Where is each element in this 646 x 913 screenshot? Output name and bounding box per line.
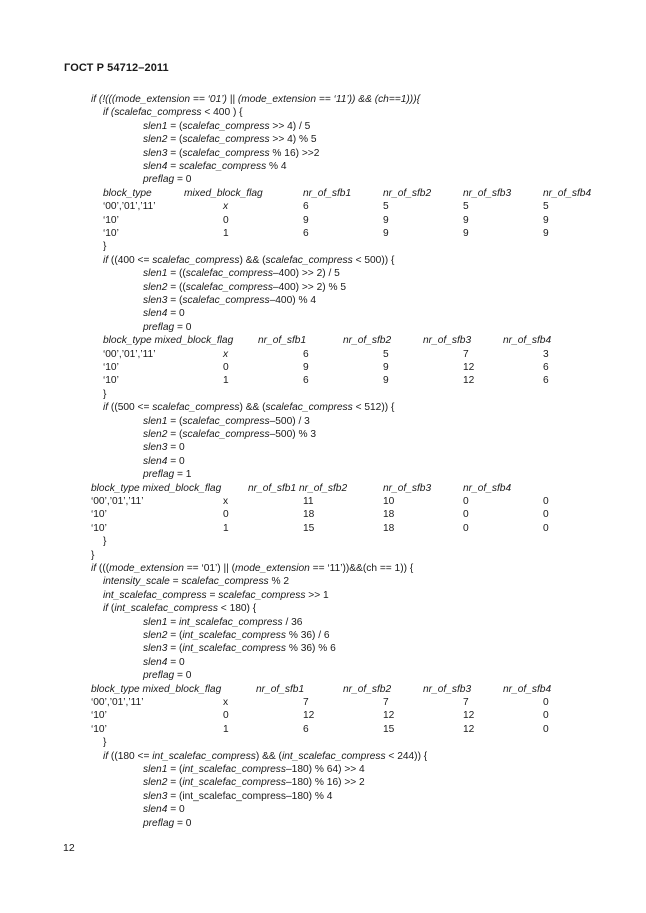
table-cell: 15 — [383, 723, 395, 735]
code-token: slen2 — [143, 777, 168, 789]
code-token: = 0 — [167, 804, 185, 816]
code-line — [143, 174, 191, 186]
code-token: ‘00’,’01’,’11’ — [103, 201, 156, 213]
code-token: scalefac_compress — [182, 120, 270, 132]
table-cell: 0 — [463, 522, 469, 534]
code-token: == ‘11’))&&(ch == 1)) { — [309, 563, 414, 574]
table-cell: 0 — [543, 522, 549, 534]
code-line — [103, 188, 152, 200]
table-cell: 9 — [383, 362, 389, 373]
code-token: scalefac_compress — [178, 161, 267, 172]
code-token: slen3 — [143, 442, 168, 454]
code-token: = — [167, 616, 179, 628]
code-line — [103, 107, 243, 119]
table-cell: 0 — [223, 362, 229, 373]
code-token: intensity_scale — [103, 576, 170, 588]
code-line — [143, 456, 185, 468]
code-token: = ( — [167, 147, 183, 159]
code-token: slen1 — [143, 764, 168, 775]
code-token: slen1 — [143, 616, 168, 628]
table-cell: 6 — [303, 723, 309, 735]
code-token: scalefac_compress — [185, 268, 273, 280]
table-cell: nr_of_sfb3 — [423, 335, 472, 347]
code-token: < 400 ) { — [201, 107, 243, 119]
table-cell: 9 — [303, 362, 309, 373]
code-line — [103, 389, 106, 401]
code-token: < 180) { — [217, 603, 257, 615]
code-line — [143, 643, 336, 655]
code-token: ‘00’,’01’,’11’ — [91, 697, 144, 708]
code-token: ( — [108, 603, 115, 615]
code-line — [103, 255, 394, 267]
table-cell: 0 — [543, 723, 549, 735]
code-token: slen3 — [143, 147, 168, 159]
table-cell: x — [223, 697, 229, 708]
table-cell: 6 — [303, 228, 309, 239]
code-line — [103, 751, 427, 763]
table-cell: nr_of_sfb1 nr_of_sfb2 — [248, 482, 348, 494]
code-token: scalefac_compress — [182, 147, 270, 159]
table-cell: x — [223, 348, 229, 360]
code-token: scalefac_compress — [218, 589, 306, 601]
code-line — [143, 295, 316, 307]
code-token: >> 4) / 5 — [269, 120, 311, 132]
code-token: preflag — [143, 670, 175, 682]
table-cell: 7 — [463, 348, 469, 360]
code-token: slen3 — [143, 295, 168, 306]
code-token: = 0 — [174, 817, 192, 829]
code-token: slen4 — [143, 161, 168, 172]
code-line — [143, 670, 191, 682]
code-token: = ( — [167, 643, 183, 655]
table-cell: 3 — [543, 348, 549, 360]
code-line — [143, 469, 191, 481]
code-line — [91, 697, 143, 709]
code-token: int_scalefac_compress — [178, 616, 283, 628]
table-cell: 7 — [463, 697, 469, 708]
code-token: ‘10’ — [91, 723, 107, 735]
code-line — [103, 603, 256, 615]
code-line — [103, 590, 329, 602]
code-token: = ( — [167, 630, 183, 641]
code-token: preflag — [143, 469, 175, 481]
table-cell: nr_of_sfb4 — [543, 187, 592, 199]
code-token: = 0 — [167, 656, 185, 668]
table-cell: 1 — [223, 723, 229, 735]
table-cell: 12 — [463, 710, 475, 722]
code-line — [143, 617, 302, 629]
code-token: < 244)) { — [385, 750, 428, 762]
code-token: slen4 — [143, 804, 168, 816]
code-token: ‘10’ — [103, 214, 119, 226]
code-token: scalefac_compress — [152, 402, 240, 414]
code-token: = 0 — [174, 670, 192, 682]
code-token: % 4 — [266, 161, 287, 172]
code-token: < 512)) { — [352, 402, 395, 414]
code-token: scalefac_compress — [181, 576, 269, 588]
table-cell: nr_of_sfb1 — [256, 683, 305, 695]
code-line — [143, 416, 310, 428]
code-token: = 0 — [167, 455, 185, 467]
code-token: ‘10’ — [103, 228, 119, 239]
code-token: –500) % 3 — [269, 429, 317, 440]
code-line — [103, 576, 289, 588]
code-token: block_type mixed_block_flag — [91, 482, 222, 494]
code-token: –400) >> 2) % 5 — [272, 281, 347, 293]
code-token: = ( — [167, 295, 183, 306]
table-cell: 18 — [383, 509, 395, 521]
code-token: slen1 — [143, 268, 168, 280]
table-cell: nr_of_sfb2 — [343, 683, 392, 695]
table-cell: nr_of_sfb3 — [423, 683, 472, 695]
code-line — [143, 121, 310, 133]
table-cell: 6 — [303, 375, 309, 387]
code-token: if (scalefac_compress — [103, 107, 202, 119]
table-cell: nr_of_sfb4 — [503, 683, 552, 695]
code-line — [143, 268, 340, 280]
table-cell: 12 — [463, 362, 475, 373]
code-token: ‘00’,’01’,’11’ — [91, 496, 144, 507]
code-line — [143, 657, 185, 669]
code-token: scalefac_compress — [182, 134, 270, 146]
code-token: scalefac_compress — [265, 254, 353, 266]
code-token: ) && ( — [239, 402, 266, 414]
code-line — [91, 496, 143, 508]
table-cell: nr_of_sfb2 — [383, 187, 432, 199]
table-cell: 0 — [223, 710, 229, 722]
code-token: = ( — [167, 120, 183, 132]
code-token: if (!(((mode_extension == ‘01’) || (mode_extension == ‘11’)) && (ch==1))){ — [91, 94, 420, 105]
code-token: < 500)) { — [352, 254, 395, 266]
code-line — [103, 241, 106, 253]
table-cell: 0 — [543, 509, 549, 521]
code-token: if — [103, 603, 109, 615]
code-line — [91, 724, 107, 736]
code-line — [143, 630, 330, 642]
code-token: slen2 — [143, 429, 168, 440]
code-token: = 0 — [167, 308, 185, 320]
code-token: = (( — [167, 268, 186, 280]
table-cell: nr_of_sfb3 — [463, 187, 512, 199]
code-line — [143, 134, 317, 146]
code-token: –180) % 64) >> 4 — [286, 764, 365, 775]
table-cell: 10 — [383, 496, 395, 507]
code-token: % 2 — [268, 576, 290, 588]
code-token: = (int_scalefac_compress–180) % 4 — [167, 790, 333, 802]
code-line — [103, 402, 394, 414]
code-token: mode_extension — [235, 563, 310, 574]
code-token: slen2 — [143, 134, 168, 146]
code-token: int_scalefac_compress — [182, 643, 286, 655]
table-cell: 18 — [303, 509, 315, 521]
table-cell: 1 — [223, 522, 229, 534]
code-token: scalefac_compress — [182, 295, 270, 306]
table-cell: 0 — [463, 496, 469, 507]
code-line — [143, 804, 185, 816]
code-token: slen1 — [143, 415, 168, 427]
table-cell: 0 — [543, 496, 549, 507]
code-token: slen3 — [143, 643, 168, 655]
code-token: ((500 <= — [108, 402, 153, 414]
table-cell: 0 — [543, 710, 549, 722]
table-cell: nr_of_sfb4 — [503, 335, 552, 347]
code-token: % 36) % 6 — [286, 643, 336, 655]
code-line — [103, 737, 106, 749]
code-line — [103, 228, 119, 240]
code-line — [143, 442, 185, 454]
table-cell: 1 — [223, 228, 229, 239]
code-token: = 0 — [167, 442, 185, 454]
code-token: int_scalefac_compress — [103, 589, 207, 601]
code-token: } — [103, 536, 107, 548]
code-line — [103, 536, 106, 548]
code-token: block_type — [103, 187, 152, 199]
code-line — [91, 483, 221, 495]
table-cell: nr_of_sfb3 — [383, 482, 432, 494]
code-token: / 36 — [282, 616, 303, 628]
code-token: if — [103, 750, 109, 762]
code-token: int_scalefac_compress — [182, 764, 286, 775]
table-cell: nr_of_sfb2 — [343, 335, 392, 347]
table-cell: 5 — [543, 201, 549, 213]
code-token: ((400 <= — [108, 254, 153, 266]
code-line — [143, 764, 365, 776]
table-cell: 6 — [543, 362, 549, 373]
table-cell: 5 — [383, 201, 389, 213]
code-line — [91, 509, 107, 521]
code-token: >> 1 — [305, 589, 329, 601]
table-cell: 12 — [463, 723, 475, 735]
code-token: int_scalefac_compress — [114, 603, 218, 615]
code-token: = (( — [167, 281, 186, 293]
code-token: % 16) >>2 — [269, 147, 320, 159]
table-cell: 9 — [383, 228, 389, 239]
code-token: ‘10’ — [103, 375, 119, 387]
code-token: } — [103, 737, 107, 749]
code-token: block_type mixed_block_flag — [91, 683, 222, 695]
code-line — [103, 362, 119, 374]
code-token: slen4 — [143, 656, 168, 668]
code-token: scalefac_compress — [182, 429, 270, 440]
table-cell: 1 — [223, 375, 229, 387]
code-token: = 0 — [174, 174, 192, 186]
code-line — [143, 148, 319, 160]
code-token: ‘10’ — [91, 710, 107, 722]
code-token: ‘10’ — [91, 509, 107, 521]
code-token: scalefac_compress — [185, 281, 273, 293]
code-line — [143, 161, 287, 173]
code-token: = ( — [167, 764, 183, 775]
code-token: = ( — [167, 429, 183, 440]
code-token: if — [103, 254, 109, 266]
code-token: preflag — [143, 817, 175, 829]
code-line — [143, 282, 346, 294]
code-line — [143, 791, 332, 803]
code-token: % 36) / 6 — [286, 630, 330, 641]
code-token: –400) % 4 — [269, 295, 317, 306]
table-cell: 9 — [463, 228, 469, 239]
code-token: ((180 <= — [108, 750, 153, 762]
table-cell: 12 — [463, 375, 475, 387]
code-token: mode_extension — [109, 563, 184, 574]
code-token: = ( — [167, 415, 183, 427]
code-token: == ‘01’) || ( — [183, 563, 236, 574]
code-token: } — [103, 388, 107, 400]
document-header: ГОСТ Р 54712–2011 — [64, 62, 169, 74]
code-line — [91, 563, 413, 575]
code-token: ((( — [96, 563, 110, 574]
code-line — [143, 777, 365, 789]
code-token: ‘10’ — [91, 522, 107, 534]
table-cell: 12 — [383, 710, 395, 722]
code-token: ) && ( — [239, 254, 266, 266]
code-line — [91, 523, 107, 535]
code-token: } — [103, 241, 107, 253]
code-token: = — [167, 161, 179, 172]
table-cell: nr_of_sfb4 — [463, 482, 512, 494]
code-token: ) && ( — [255, 750, 282, 762]
code-line — [143, 308, 185, 320]
table-cell: 11 — [303, 496, 314, 507]
code-line — [103, 215, 119, 227]
code-token: = ( — [167, 777, 183, 789]
table-cell: 15 — [303, 522, 315, 534]
code-token: slen1 — [143, 120, 168, 132]
code-token: int_scalefac_compress — [281, 750, 386, 762]
code-line — [91, 94, 420, 106]
code-token: –400) >> 2) / 5 — [272, 268, 340, 280]
code-line — [103, 201, 155, 213]
table-cell: 9 — [463, 214, 469, 226]
code-token: = ( — [167, 134, 183, 146]
table-cell: 0 — [543, 697, 549, 708]
table-cell: 12 — [303, 710, 315, 722]
table-cell: 5 — [383, 348, 389, 360]
code-line — [91, 550, 94, 562]
table-cell: 0 — [223, 509, 229, 521]
table-cell: 9 — [543, 228, 549, 239]
table-cell: 9 — [383, 375, 389, 387]
table-cell: nr_of_sfb1 — [258, 335, 307, 347]
code-line — [91, 710, 107, 722]
table-cell: 9 — [303, 214, 309, 226]
code-token: preflag — [143, 174, 175, 186]
code-token: scalefac_compress — [265, 402, 353, 414]
code-token: if — [103, 402, 109, 414]
code-token: int_scalefac_compress — [152, 750, 256, 762]
table-cell: 7 — [303, 697, 309, 708]
code-token: int_scalefac_compress — [182, 777, 286, 789]
code-token: = — [169, 576, 182, 588]
code-line — [103, 335, 233, 347]
code-token: = 0 — [174, 321, 192, 333]
code-line — [103, 375, 119, 387]
table-cell: mixed_block_flag — [184, 187, 263, 199]
table-cell: 5 — [463, 201, 469, 213]
code-token: scalefac_compress — [182, 415, 270, 427]
code-token: = — [206, 589, 219, 601]
code-token: preflag — [143, 321, 175, 333]
code-token: } — [91, 549, 95, 561]
table-cell: 18 — [383, 522, 395, 534]
table-cell: 6 — [543, 375, 549, 387]
table-cell: 0 — [463, 509, 469, 521]
table-cell: 6 — [303, 348, 309, 360]
code-token: slen2 — [143, 281, 168, 293]
table-cell: nr_of_sfb1 — [303, 187, 352, 199]
code-token: block_type mixed_block_flag — [103, 335, 234, 347]
code-line — [103, 349, 155, 361]
code-token: ‘00’,’01’,’11’ — [103, 348, 156, 360]
table-cell: 6 — [303, 201, 309, 213]
table-cell: x — [223, 201, 229, 213]
code-line — [143, 818, 191, 830]
code-token: scalefac_compress — [152, 254, 240, 266]
code-line — [143, 429, 316, 441]
page-number: 12 — [63, 842, 75, 854]
code-token: slen4 — [143, 308, 168, 320]
code-token: slen3 — [143, 790, 168, 802]
code-token: = 1 — [174, 469, 192, 481]
table-cell: 9 — [383, 214, 389, 226]
code-token: int_scalefac_compress — [182, 630, 286, 641]
code-token: if — [91, 563, 97, 574]
code-token: slen2 — [143, 630, 168, 641]
code-token: slen4 — [143, 455, 168, 467]
code-token: ‘10’ — [103, 362, 119, 373]
table-cell: 0 — [223, 214, 229, 226]
table-cell: x — [223, 496, 229, 507]
code-token: –180) % 16) >> 2 — [286, 777, 365, 789]
table-cell: 9 — [543, 214, 549, 226]
code-line — [91, 684, 221, 696]
code-line — [143, 322, 191, 334]
table-cell: 7 — [383, 697, 389, 708]
code-token: –500) / 3 — [269, 415, 310, 427]
code-token: >> 4) % 5 — [269, 134, 317, 146]
